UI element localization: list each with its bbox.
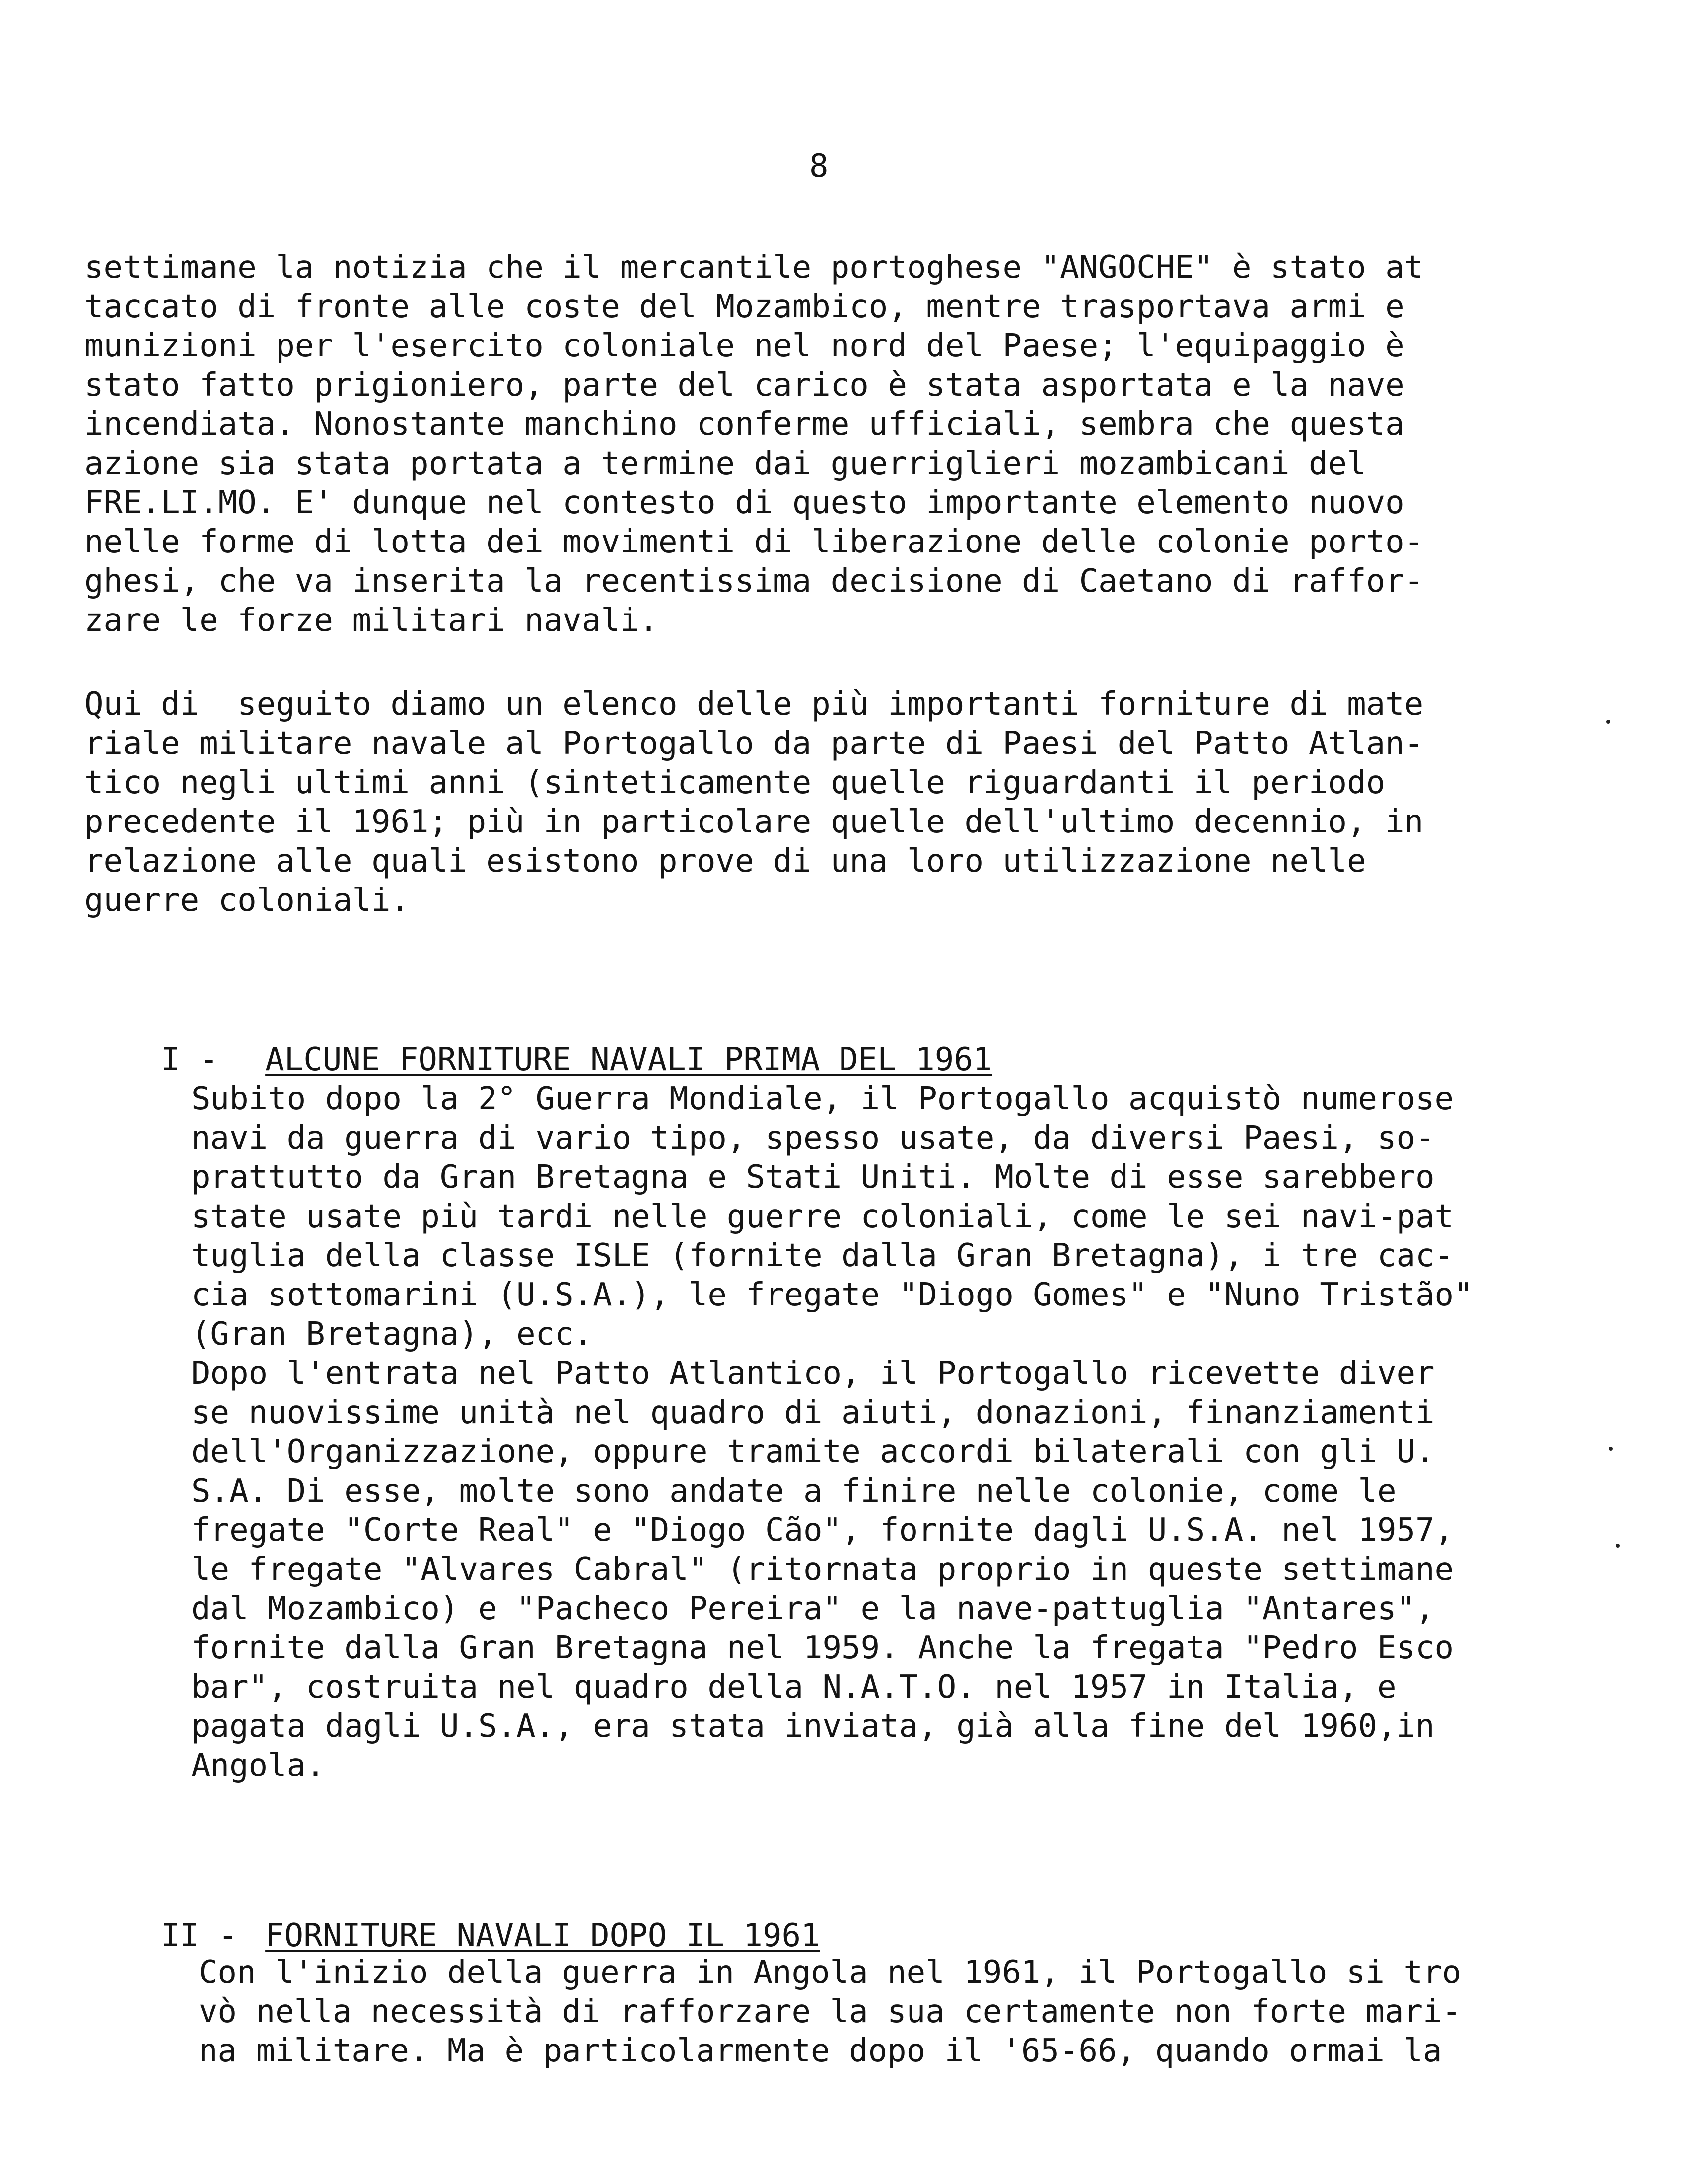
section-2-number: II - [161, 1917, 238, 1954]
text-line: cia sottomarini (U.S.A.), le fregate "Diogo Gomes" e "Nuno Tristão" [191, 1277, 1473, 1313]
text-line: ghesi, che va inserita la recentissima decisione di Caetano di raffor- [84, 563, 1424, 600]
scan-speck [1609, 1447, 1613, 1451]
text-line: Angola. [191, 1747, 325, 1784]
text-line: vò nella necessità di rafforzare la sua certamente non forte mari- [199, 1993, 1462, 2030]
text-line: Con l'inizio della guerra in Angola nel 1961, il Portogallo si tro [199, 1954, 1462, 1991]
list-intro-paragraph [84, 685, 1423, 920]
text-line: settimane la notizia che il mercantile portoghese "ANGOCHE" è stato at [84, 249, 1424, 286]
text-line: munizioni per l'esercito coloniale nel nord del Paese; l'equipaggio è [84, 328, 1404, 364]
text-line: riale militare navale al Portogallo da parte di Paesi del Patto Atlan- [84, 725, 1424, 762]
text-line: fregate "Corte Real" e "Diogo Cão", fornite dagli U.S.A. nel 1957, [191, 1512, 1454, 1549]
text-line: nelle forme di lotta dei movimenti di liberazione delle colonie porto- [84, 524, 1424, 560]
text-line: Subito dopo la 2° Guerra Mondiale, il Portogallo acquistò numerose [191, 1081, 1454, 1117]
text-line: state usate più tardi nelle guerre coloniali, come le sei navi-pat [191, 1198, 1454, 1235]
text-line: azione sia stata portata a termine dai guerriglieri mozambicani del [84, 445, 1366, 482]
section-2-paragraph [199, 1953, 1461, 2071]
text-line: Qui di seguito diamo un elenco delle più importanti forniture di mate [84, 686, 1424, 723]
text-line: le fregate "Alvares Cabral" (ritornata proprio in queste settimane [191, 1551, 1454, 1588]
text-line: bar", costruita nel quadro della N.A.T.O. nel 1957 in Italia, e [191, 1669, 1397, 1706]
text-line: (Gran Bretagna), ecc. [191, 1316, 593, 1353]
section-1-title: ALCUNE FORNITURE NAVALI PRIMA DEL 1961 [265, 1041, 992, 1078]
text-line: pagata dagli U.S.A., era stata inviata, già alla fine del 1960,in [191, 1708, 1435, 1745]
page-number: 8 [809, 148, 829, 185]
scan-speck [1606, 720, 1610, 724]
scan-speck [1616, 1544, 1620, 1548]
text-line: dell'Organizzazione, oppure tramite accordi bilaterali con gli U. [191, 1433, 1435, 1470]
text-line: relazione alle quali esistono prove di una loro utilizzazione nelle [84, 843, 1366, 880]
text-line: fornite dalla Gran Bretagna nel 1959. Anche la fregata "Pedro Esco [191, 1630, 1454, 1666]
text-line: FRE.LI.MO. E' dunque nel contesto di questo importante elemento nuovo [84, 484, 1404, 521]
text-line: se nuovissime unità nel quadro di aiuti, donazioni, finanziamenti [191, 1394, 1435, 1431]
text-line: stato fatto prigioniero, parte del carico è stata asportata e la nave [84, 367, 1404, 404]
text-line: S.A. Di esse, molte sono andate a finire nelle colonie, come le [191, 1473, 1397, 1509]
section-2-title: FORNITURE NAVALI DOPO IL 1961 [265, 1917, 820, 1954]
text-line: precedente il 1961; più in particolare quelle dell'ultimo decennio, in [84, 804, 1424, 840]
section-1-number: I - [161, 1041, 218, 1078]
text-line: tico negli ultimi anni (sinteticamente quelle riguardanti il periodo [84, 764, 1386, 801]
text-line: zare le forze militari navali. [84, 602, 658, 639]
text-line: na militare. Ma è particolarmente dopo il '65-66, quando ormai la [199, 2033, 1442, 2069]
text-line: Dopo l'entrata nel Patto Atlantico, il Portogallo ricevette diver [191, 1355, 1435, 1392]
text-line: taccato di fronte alle coste del Mozambico, mentre trasportava armi e [84, 288, 1404, 325]
text-line: dal Mozambico) e "Pacheco Pereira" e la nave-pattuglia "Antares", [191, 1590, 1435, 1627]
section-1-paragraph [191, 1080, 1473, 1785]
text-line: tuglia della classe ISLE (fornite dalla Gran Bretagna), i tre cac- [191, 1237, 1454, 1274]
text-line: prattutto da Gran Bretagna e Stati Uniti. Molte di esse sarebbero [191, 1159, 1435, 1196]
text-line: navi da guerra di vario tipo, spesso usate, da diversi Paesi, so- [191, 1120, 1435, 1157]
text-line: guerre coloniali. [84, 882, 410, 919]
text-line: incendiata. Nonostante manchino conferme ufficiali, sembra che questa [84, 406, 1404, 443]
intro-paragraph [84, 248, 1423, 640]
